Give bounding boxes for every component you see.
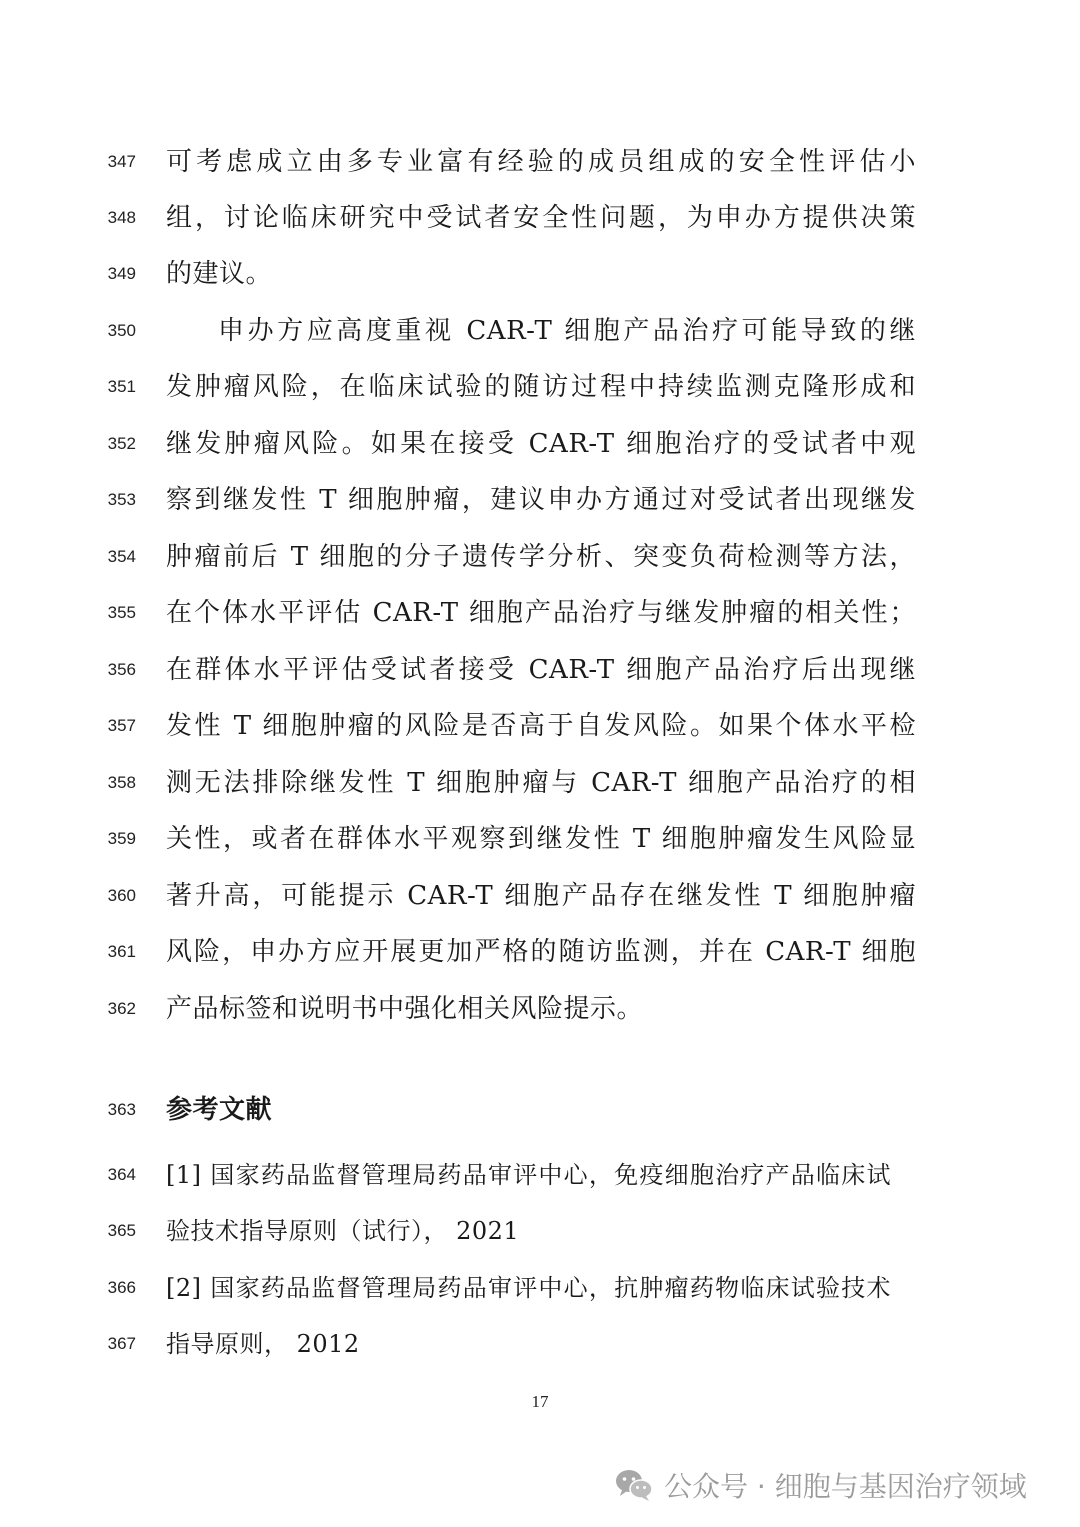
line-number: 365 xyxy=(107,1221,136,1240)
line-text: 察到继发性 T 细胞肿瘤，建议申办方通过对受试者出现继发 xyxy=(166,485,916,515)
text-line xyxy=(0,311,1080,351)
line-number: 362 xyxy=(107,999,136,1018)
line-number: 355 xyxy=(107,603,136,622)
line-text: 的建议。 xyxy=(166,259,273,289)
reference-text: 指导原则， 2012 xyxy=(166,1330,360,1358)
text-line xyxy=(0,537,1080,577)
line-text: 可考虑成立由多专业富有经验的成员组成的安全性评估小 xyxy=(166,147,916,177)
reference-text: [2] 国家药品监督管理局药品审评中心，抗肿瘤药物临床试验技术 xyxy=(166,1274,891,1302)
text-line xyxy=(0,198,1080,238)
reference-line xyxy=(0,1211,1080,1251)
line-text: 组，讨论临床研究中受试者安全性问题，为申办方提供决策 xyxy=(166,203,916,233)
line-text: 继发肿瘤风险。如果在接受 CAR-T 细胞治疗的受试者中观 xyxy=(166,429,916,459)
text-line xyxy=(0,367,1080,407)
text-line xyxy=(0,650,1080,690)
line-number: 353 xyxy=(107,490,136,509)
line-number: 359 xyxy=(107,829,136,848)
watermark xyxy=(614,1460,1027,1510)
line-number: 364 xyxy=(107,1165,136,1184)
reference-text: [1] 国家药品监督管理局药品审评中心，免疫细胞治疗产品临床试 xyxy=(166,1161,891,1189)
line-number: 347 xyxy=(107,152,136,171)
text-line xyxy=(0,593,1080,633)
page-number: 17 xyxy=(531,1392,549,1411)
line-text: 申办方应高度重视 CAR-T 细胞产品治疗可能导致的继 xyxy=(218,316,916,346)
text-line xyxy=(0,763,1080,803)
watermark-text: 公众号 · 细胞与基因治疗领域 xyxy=(664,1470,1027,1503)
text-line xyxy=(0,424,1080,464)
line-number: 357 xyxy=(107,716,136,735)
line-text: 测无法排除继发性 T 细胞肿瘤与 CAR-T 细胞产品治疗的相 xyxy=(166,768,916,798)
text-line xyxy=(0,254,1080,294)
line-number: 360 xyxy=(107,886,136,905)
text-line xyxy=(0,142,1080,182)
line-number: 358 xyxy=(107,773,136,792)
line-number: 367 xyxy=(107,1334,136,1353)
reference-line xyxy=(0,1268,1080,1308)
line-text: 肿瘤前后 T 细胞的分子遗传学分析、突变负荷检测等方法， xyxy=(166,542,916,572)
text-line xyxy=(0,932,1080,972)
line-number: 366 xyxy=(107,1278,136,1297)
line-text: 发肿瘤风险，在临床试验的随访过程中持续监测克隆形成和 xyxy=(166,372,916,402)
text-line xyxy=(0,989,1080,1029)
line-number: 348 xyxy=(107,208,136,227)
text-line xyxy=(0,819,1080,859)
reference-text: 验技术指导原则（试行）， 2021 xyxy=(166,1217,520,1245)
line-text: 在个体水平评估 CAR-T 细胞产品治疗与继发肿瘤的相关性； xyxy=(166,598,916,628)
wechat-icon xyxy=(614,1468,654,1502)
line-number: 350 xyxy=(107,321,136,340)
line-text: 风险，申办方应开展更加严格的随访监测，并在 CAR-T 细胞 xyxy=(166,937,916,967)
line-number: 363 xyxy=(107,1100,136,1119)
reference-line xyxy=(0,1324,1080,1364)
line-number: 356 xyxy=(107,660,136,679)
line-text: 著升高，可能提示 CAR-T 细胞产品存在继发性 T 细胞肿瘤 xyxy=(166,881,916,911)
reference-line xyxy=(0,1155,1080,1195)
line-number: 354 xyxy=(107,547,136,566)
line-text: 产品标签和说明书中强化相关风险提示。 xyxy=(166,994,644,1024)
references-heading-line xyxy=(0,1090,1080,1130)
references-heading: 参考文献 xyxy=(166,1095,273,1125)
line-number: 349 xyxy=(107,264,136,283)
line-text: 发性 T 细胞肿瘤的风险是否高于自发风险。如果个体水平检 xyxy=(166,711,916,741)
line-number: 352 xyxy=(107,434,136,453)
line-text: 关性，或者在群体水平观察到继发性 T 细胞肿瘤发生风险显 xyxy=(166,824,916,854)
line-number: 351 xyxy=(107,377,136,396)
line-text: 在群体水平评估受试者接受 CAR-T 细胞产品治疗后出现继 xyxy=(166,655,916,685)
text-line xyxy=(0,706,1080,746)
text-line xyxy=(0,876,1080,916)
text-line xyxy=(0,480,1080,520)
line-number: 361 xyxy=(107,942,136,961)
